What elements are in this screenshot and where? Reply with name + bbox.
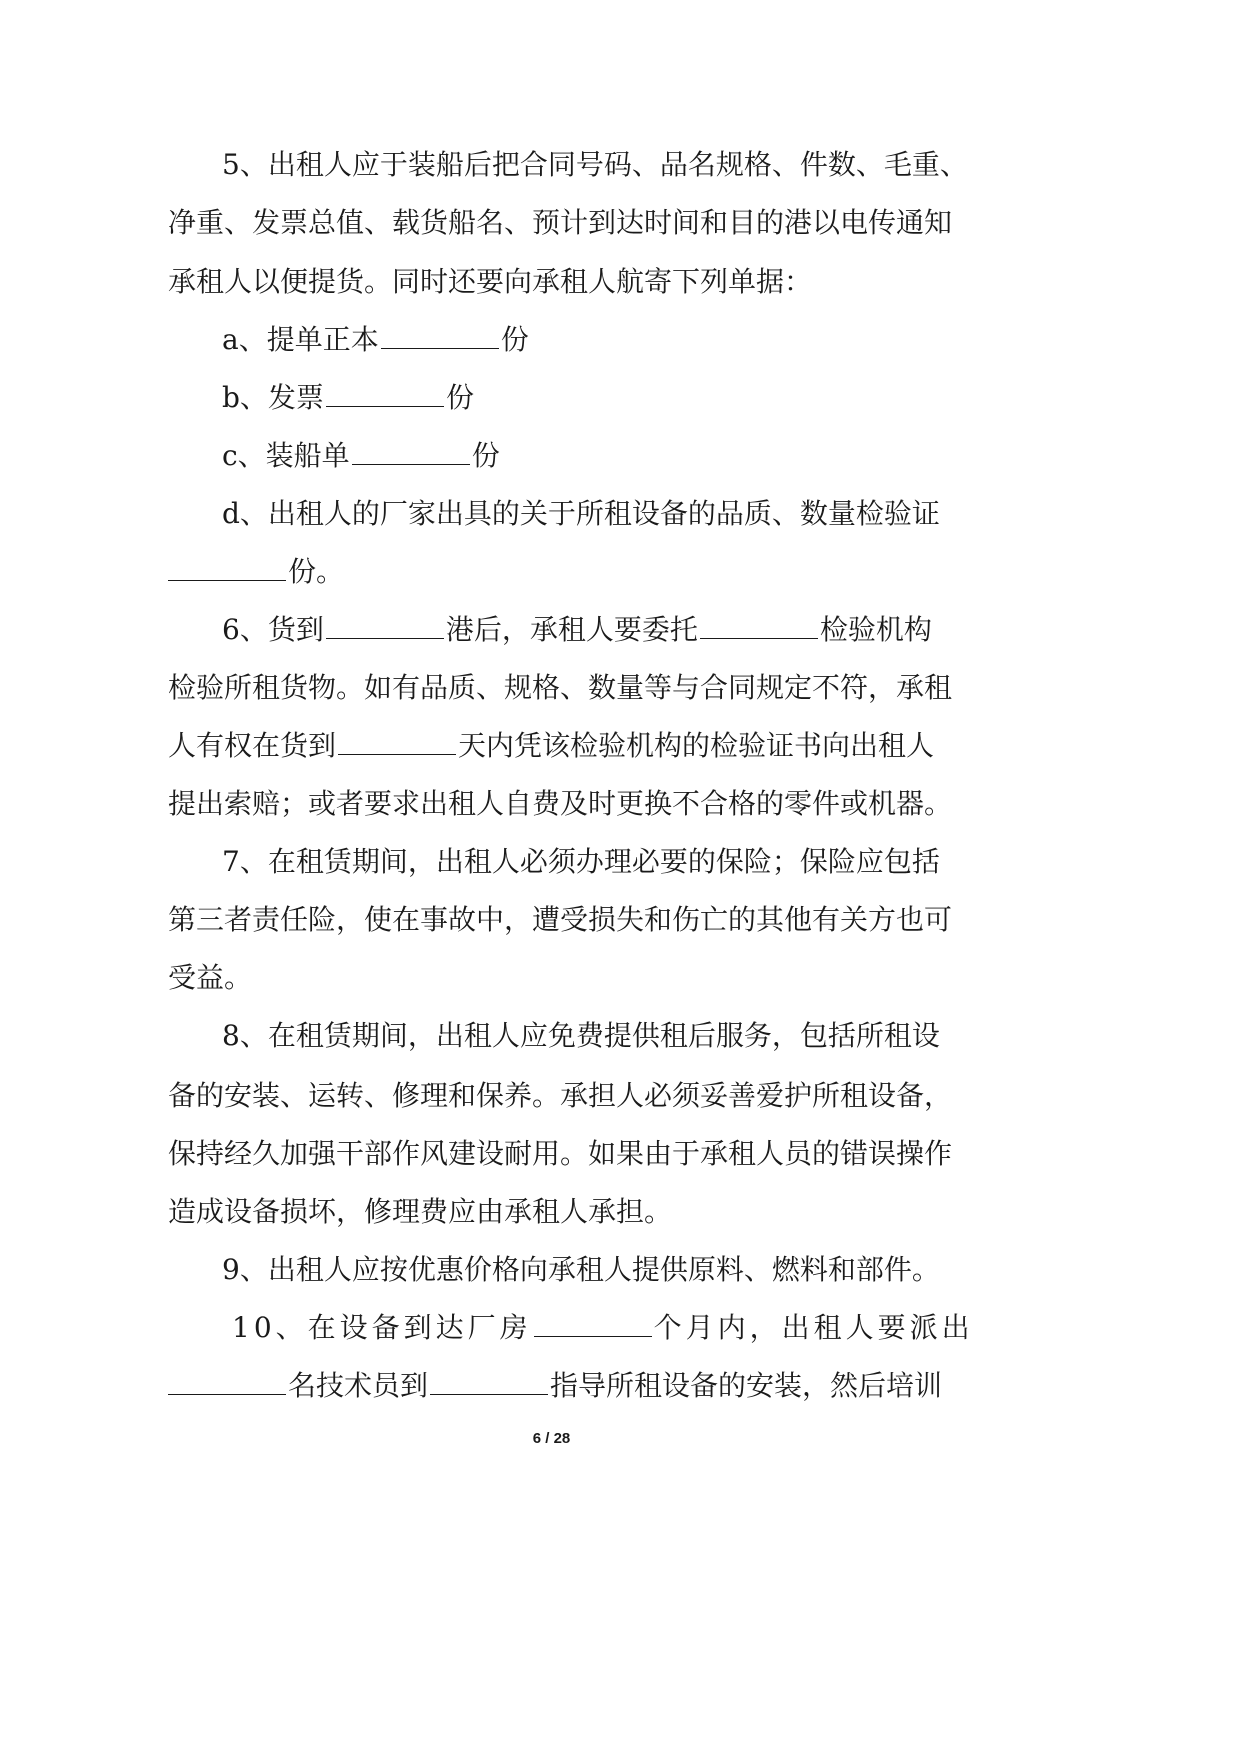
fill-in-blank (381, 320, 499, 349)
fill-in-blank (326, 378, 444, 407)
paragraph-6-line-3 (168, 726, 934, 766)
text: 第三者责任险，使在事故中，遭受损失和伤亡的其他有关方也可 (168, 903, 953, 936)
item-c (222, 436, 500, 476)
text: 受益。 (168, 961, 253, 994)
text: 天内凭该检验机构的检验证书向出租人 (458, 729, 935, 762)
text: 提出索赔；或者要求出租人自费及时更换不合格的零件或机器。 (168, 787, 953, 820)
text: a、提单正本 (222, 323, 379, 356)
paragraph-9 (222, 1250, 940, 1290)
text: d、出租人的厂家出具的关于所租设备的品质、数量检验证 (222, 497, 940, 530)
paragraph-8-line-1 (222, 1016, 940, 1056)
text: 个月内，出租人要派出 (653, 1311, 974, 1344)
item-b (222, 378, 474, 418)
fill-in-blank (352, 436, 470, 465)
text: 份。 (288, 555, 345, 588)
item-a (222, 320, 529, 360)
text: 6、货到 (222, 613, 324, 646)
text: 7、在租赁期间，出租人必须办理必要的保险；保险应包括 (222, 845, 940, 878)
text: 名技术员到 (288, 1369, 429, 1402)
paragraph-7-line-1 (222, 842, 940, 882)
paragraph-6-line-4 (168, 784, 952, 824)
text: 份 (471, 439, 500, 472)
paragraph-5-line-2 (168, 203, 952, 243)
paragraph-6-line-2 (168, 668, 952, 708)
item-d-line-2 (168, 552, 344, 592)
text: 9、出租人应按优惠价格向承租人提供原料、燃料和部件。 (222, 1253, 940, 1286)
paragraph-7-line-2 (168, 900, 952, 940)
text: 10、在设备到达厂房 (232, 1311, 532, 1344)
paragraph-7-line-3 (168, 958, 252, 998)
fill-in-blank (700, 610, 818, 639)
paragraph-10-line-1 (232, 1308, 974, 1348)
fill-in-blank (430, 1366, 548, 1395)
text: 检验机构 (819, 613, 932, 646)
text: 备的安装、运转、修理和保养。承担人必须妥善爱护所租设备， (168, 1079, 953, 1112)
fill-in-blank (326, 610, 444, 639)
paragraph-8-line-2 (168, 1076, 952, 1116)
paragraph-5-line-1 (222, 145, 968, 185)
text: 造成设备损坏，修理费应由承租人承担。 (168, 1195, 673, 1228)
paragraph-5-line-3 (168, 262, 812, 302)
item-d-line-1 (222, 494, 940, 534)
paragraph-8-line-4 (168, 1192, 672, 1232)
text: 保持经久加强干部作风建设耐用。如果由于承租人员的错误操作 (168, 1137, 953, 1170)
text: 份 (500, 323, 529, 356)
text: b、发票 (222, 381, 324, 414)
text: 港后，承租人要委托 (445, 613, 698, 646)
text: 5、出租人应于装船后把合同号码、品名规格、件数、毛重、 (222, 148, 968, 181)
fill-in-blank (168, 1366, 286, 1395)
paragraph-10-line-2 (168, 1366, 942, 1406)
text: 指导所租设备的安装，然后培训 (550, 1369, 943, 1402)
text: 净重、发票总值、载货船名、预计到达时间和目的港以电传通知 (168, 206, 953, 239)
page-number: 6 / 28 (532, 1430, 571, 1447)
paragraph-6-line-1 (222, 610, 932, 650)
text: 人有权在货到 (168, 729, 337, 762)
text: 份 (445, 381, 474, 414)
fill-in-blank (534, 1308, 652, 1337)
text: 承租人以便提货。同时还要向承租人航寄下列单据： (168, 265, 813, 298)
text: 8、在租赁期间，出租人应免费提供租后服务，包括所租设 (222, 1019, 940, 1052)
fill-in-blank (338, 726, 456, 755)
paragraph-8-line-3 (168, 1134, 952, 1174)
text: 检验所租货物。如有品质、规格、数量等与合同规定不符，承租 (168, 671, 953, 704)
text: c、装船单 (222, 439, 350, 472)
fill-in-blank (168, 552, 286, 581)
